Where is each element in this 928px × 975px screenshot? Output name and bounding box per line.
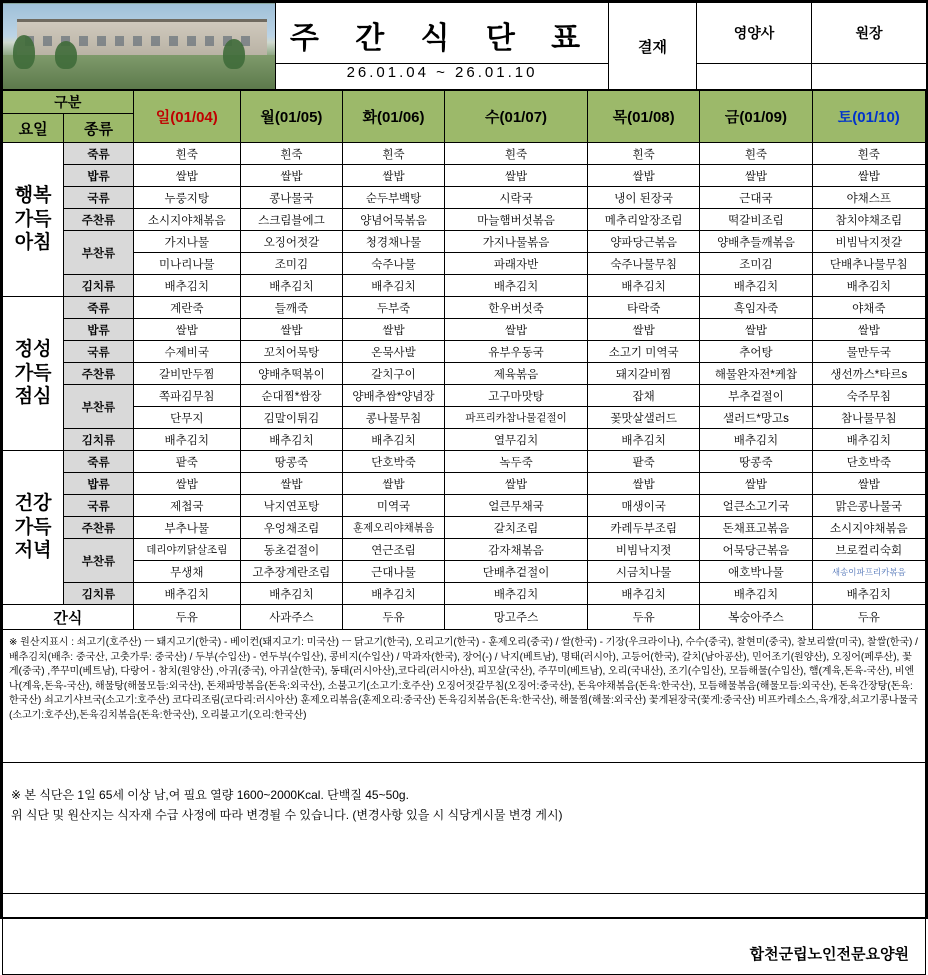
menu-cell: 샐러드*망고s [700, 407, 812, 429]
menu-cell: 데리야끼닭살조림 [133, 539, 240, 561]
menu-cell: 마늘햄버섯볶음 [445, 209, 588, 231]
table-header-gubun [3, 91, 926, 114]
category-cell: 죽류 [64, 297, 133, 319]
table-row [3, 583, 926, 605]
menu-cell: 누룽지탕 [133, 187, 240, 209]
menu-cell: 쌀밥 [133, 473, 240, 495]
category-cell: 부찬류 [64, 231, 133, 275]
menu-cell: 청경채나물 [342, 231, 444, 253]
table-row [3, 495, 926, 517]
menu-cell: 배추김치 [240, 583, 342, 605]
menu-cell: 쌀밥 [700, 319, 812, 341]
menu-cell: 쌀밥 [588, 473, 700, 495]
menu-cell: 잡채 [588, 385, 700, 407]
table-row [3, 231, 926, 253]
menu-cell: 근대나물 [342, 561, 444, 583]
menu-cell: 부추나물 [133, 517, 240, 539]
menu-cell: 맑은콩나물국 [812, 495, 925, 517]
category-cell: 밥류 [64, 319, 133, 341]
menu-cell: 꼬치어묵탕 [240, 341, 342, 363]
menu-cell: 제육볶음 [445, 363, 588, 385]
menu-cell: 흰죽 [812, 143, 925, 165]
menu-cell: 꽃맛살샐러드 [588, 407, 700, 429]
menu-cell: 온묵사발 [342, 341, 444, 363]
snack-cell: 망고주스 [445, 605, 588, 630]
menu-cell: 새송이파프리카볶음 [812, 561, 925, 583]
menu-cell: 배추김치 [700, 583, 812, 605]
menu-cell: 우엉채조림 [240, 517, 342, 539]
menu-table [2, 90, 926, 975]
menu-cell: 흰죽 [133, 143, 240, 165]
menu-cell: 소시지야채볶음 [812, 517, 925, 539]
menu-cell: 떡갈비조림 [700, 209, 812, 231]
footer-row [3, 894, 926, 975]
menu-cell: 근대국 [700, 187, 812, 209]
category-cell: 밥류 [64, 473, 133, 495]
menu-cell: 연근조림 [342, 539, 444, 561]
menu-cell: 양배추쌈*양념장 [342, 385, 444, 407]
menu-cell: 땅콩죽 [700, 451, 812, 473]
snack-label: 간식 [3, 605, 134, 630]
approval-sign-nutritionist[interactable] [697, 64, 812, 90]
table-row [3, 429, 926, 451]
category-cell: 죽류 [64, 451, 133, 473]
menu-cell: 배추김치 [240, 275, 342, 297]
menu-cell: 시락국 [445, 187, 588, 209]
category-cell: 주찬류 [64, 209, 133, 231]
table-row [3, 253, 926, 275]
menu-cell: 얼큰무채국 [445, 495, 588, 517]
snack-cell: 두유 [342, 605, 444, 630]
meal-name-line: 저녁 [14, 540, 52, 562]
menu-cell: 배추김치 [700, 275, 812, 297]
meal-name-line: 행복 [14, 184, 52, 206]
menu-cell: 소고기 미역국 [588, 341, 700, 363]
menu-cell: 쌀밥 [445, 165, 588, 187]
menu-cell: 배추김치 [812, 583, 925, 605]
menu-cell: 낙지연포탕 [240, 495, 342, 517]
menu-cell: 양파당근볶음 [588, 231, 700, 253]
snack-cell: 사과주스 [240, 605, 342, 630]
menu-cell: 계란죽 [133, 297, 240, 319]
table-row [3, 143, 926, 165]
table-row [3, 319, 926, 341]
menu-cell: 스크림블에그 [240, 209, 342, 231]
category-cell: 국류 [64, 341, 133, 363]
menu-cell: 쌀밥 [342, 165, 444, 187]
menu-cell: 배추김치 [700, 429, 812, 451]
menu-cell: 추어탕 [700, 341, 812, 363]
menu-cell: 파래자반 [445, 253, 588, 275]
menu-cell: 갈치구이 [342, 363, 444, 385]
menu-cell: 들깨죽 [240, 297, 342, 319]
menu-cell: 배추김치 [588, 429, 700, 451]
menu-cell: 단배추겉절이 [445, 561, 588, 583]
category-cell: 죽류 [64, 143, 133, 165]
menu-cell: 쌀밥 [812, 319, 925, 341]
menu-cell: 생선까스*타르s [812, 363, 925, 385]
menu-cell: 얼큰소고기국 [700, 495, 812, 517]
origin-row [3, 630, 926, 763]
menu-cell: 배추김치 [240, 429, 342, 451]
page-title: 주 간 식 단 표 [276, 3, 609, 64]
menu-cell: 비빔낙지젓갈 [812, 231, 925, 253]
menu-cell: 열무김치 [445, 429, 588, 451]
meal-name-dinner [3, 451, 64, 605]
category-cell: 밥류 [64, 165, 133, 187]
menu-cell: 숙주나물 [342, 253, 444, 275]
menu-period: 26.01.04 ~ 26.01.10 [276, 64, 609, 90]
menu-cell: 배추김치 [342, 583, 444, 605]
tree-icon [13, 35, 35, 69]
menu-cell: 배추김치 [445, 583, 588, 605]
menu-cell: 순대찜*쌈장 [240, 385, 342, 407]
menu-cell: 유부우동국 [445, 341, 588, 363]
menu-cell: 미나리나물 [133, 253, 240, 275]
menu-cell: 가지나물 [133, 231, 240, 253]
menu-cell: 쌀밥 [588, 319, 700, 341]
menu-cell: 갈치조림 [445, 517, 588, 539]
menu-cell: 소시지야채볶음 [133, 209, 240, 231]
menu-cell: 두부죽 [342, 297, 444, 319]
table-row [3, 341, 926, 363]
menu-cell: 배추김치 [133, 583, 240, 605]
category-cell: 국류 [64, 187, 133, 209]
table-row [3, 539, 926, 561]
day-header-tue: 화(01/06) [342, 91, 444, 143]
day-header-fri: 금(01/09) [700, 91, 812, 143]
menu-cell: 쌀밥 [240, 473, 342, 495]
menu-cell: 매생이국 [588, 495, 700, 517]
menu-cell: 흰죽 [700, 143, 812, 165]
menu-cell: 쌀밥 [812, 165, 925, 187]
menu-cell: 메추리알장조림 [588, 209, 700, 231]
approval-label: 결재 [609, 3, 697, 90]
menu-cell: 타락죽 [588, 297, 700, 319]
menu-cell: 부추겉절이 [700, 385, 812, 407]
meal-name-breakfast [3, 143, 64, 297]
menu-cell: 숙주나물무침 [588, 253, 700, 275]
menu-cell: 어묵당근볶음 [700, 539, 812, 561]
origin-note: ※ 원산지표시 : 쇠고기(호주산) ㅡ 돼지고기(한국) - 베이컨(돼지고기: 미국산) ㅡ 닭고기(한국), 오리고기(한국) - 훈제오리(중국) / 쌀(한국) - 기장(우크라이나), 수수(중국), 찰현미(중국), 찰보리쌀(미국), 찰쌀(한국) / 배추김치(배추: 중국산, 고춧가루: 중국산) / 두부(수입산) - 연두부(수입산), 콩비지(수입산) / 막과자(한국), 장어(-) / 낙지(베트남), 명태(러시아), 고등어(한국), 갈치(남아공산), 민어조기(원양산), 오징어(페루산), 꽃게(중국) ,쭈꾸미(베트남), 다랑어 - 참치(원양산) ,아귀(중국), 아귀살(한국), 동태(러시아산),코다리(러시아산), 피꼬살(국산), 주꾸미(베트남), 오리(국내산), 조기(수입산), 모듬해물(수입산), 햄(계육,돈육-국산), 비엔나(계육,돈육-국산), 해물탕(해물모듬:외국산), 돈채파망볶음(돈육:외국산), 소불고기(소고기:호주산) 오징어젓갈무침(오징어:중국산), 돈육야채볶음(돈육:한국산), 모듬해물볶음(해물모듬:외국산), 돈육간장탕(돈육:한국산) 쇠고기샤브국(소고기:호주산) 코다리조림(코다리:러시아산) 훈제오리볶음(훈제오리:중국산) 돈육김치볶음(돈육:한국산), 해물찜(해물:외국산) 꽃게된장국(꽃게:중국산) 비프카레소스,육개장,쇠고기콩나물국(소고기:호주산),돈육김치볶음(돈육:한국산), 오리불고기(오리:한국산) [3, 630, 926, 763]
menu-cell: 파프리카참나물겉절이 [445, 407, 588, 429]
menu-cell: 쌀밥 [342, 473, 444, 495]
menu-cell: 배추김치 [588, 583, 700, 605]
menu-cell: 양배추떡볶이 [240, 363, 342, 385]
menu-cell: 물만두국 [812, 341, 925, 363]
menu-cell: 해물완자전*케찹 [700, 363, 812, 385]
menu-cell: 야채죽 [812, 297, 925, 319]
note-line-2: 위 식단 및 원산지는 식자재 수급 사정에 따라 변경될 수 있습니다. (변경사항 있을 시 식당게시물 변경 게시) [11, 808, 563, 823]
notes-row [3, 763, 926, 894]
menu-cell: 단호박죽 [812, 451, 925, 473]
menu-cell: 카레두부조림 [588, 517, 700, 539]
menu-cell: 흰죽 [240, 143, 342, 165]
table-row [3, 187, 926, 209]
menu-cell: 돼지갈비찜 [588, 363, 700, 385]
menu-cell: 비빔낙지젓 [588, 539, 700, 561]
notes-block [3, 763, 926, 894]
yoil-label: 요일 [3, 114, 64, 143]
day-header-sun: 일(01/04) [133, 91, 240, 143]
snack-cell: 두유 [588, 605, 700, 630]
menu-cell: 갈비만두찜 [133, 363, 240, 385]
menu-cell: 쌀밥 [240, 319, 342, 341]
tree-icon [223, 39, 245, 69]
menu-cell: 양배추들깨볶음 [700, 231, 812, 253]
meal-name-line: 가득 [14, 208, 52, 230]
category-cell: 김치류 [64, 275, 133, 297]
category-cell: 김치류 [64, 583, 133, 605]
gubun-label: 구분 [3, 91, 134, 114]
day-header-mon: 월(01/05) [240, 91, 342, 143]
menu-cell: 고구마맛탕 [445, 385, 588, 407]
menu-cell: 배추김치 [133, 275, 240, 297]
table-row [3, 473, 926, 495]
menu-cell: 오징어젓갈 [240, 231, 342, 253]
meal-name-line: 가득 [14, 362, 52, 384]
menu-cell: 훈제오리야채볶음 [342, 517, 444, 539]
table-row [3, 363, 926, 385]
menu-cell: 배추김치 [812, 429, 925, 451]
table-row [3, 561, 926, 583]
menu-cell: 냉이 된장국 [588, 187, 700, 209]
meal-name-line: 아침 [14, 232, 52, 254]
menu-cell: 배추김치 [342, 275, 444, 297]
facility-photo [3, 3, 276, 90]
menu-cell: 배추김치 [133, 429, 240, 451]
menu-cell: 팥죽 [133, 451, 240, 473]
menu-cell: 쌀밥 [445, 319, 588, 341]
menu-cell: 흑임자죽 [700, 297, 812, 319]
menu-cell: 단배추나물무침 [812, 253, 925, 275]
menu-cell: 순두부백탕 [342, 187, 444, 209]
jongryu-label: 종류 [64, 114, 133, 143]
category-cell: 주찬류 [64, 363, 133, 385]
meal-name-line: 가득 [14, 516, 52, 538]
category-cell: 주찬류 [64, 517, 133, 539]
meal-name-line: 정성 [14, 338, 52, 360]
category-cell: 국류 [64, 495, 133, 517]
day-header-wed: 수(01/07) [445, 91, 588, 143]
table-row [3, 451, 926, 473]
facility-name: 합천군립노인전문요양원 [3, 894, 926, 975]
menu-cell: 한우버섯죽 [445, 297, 588, 319]
menu-cell: 애호박나물 [700, 561, 812, 583]
menu-cell: 제첩국 [133, 495, 240, 517]
approval-col-director: 원장 [812, 3, 927, 64]
menu-cell: 수제비국 [133, 341, 240, 363]
menu-cell: 쌀밥 [445, 473, 588, 495]
category-cell: 부찬류 [64, 539, 133, 583]
menu-cell: 쌀밥 [342, 319, 444, 341]
document-header [2, 2, 927, 90]
menu-cell: 배추김치 [812, 275, 925, 297]
table-row [3, 165, 926, 187]
menu-cell: 흰죽 [445, 143, 588, 165]
table-row [3, 407, 926, 429]
menu-cell: 배추김치 [445, 275, 588, 297]
menu-cell: 김말이튀김 [240, 407, 342, 429]
snack-cell: 두유 [133, 605, 240, 630]
table-row [3, 517, 926, 539]
menu-cell: 쪽파김무침 [133, 385, 240, 407]
menu-cell: 시금치나물 [588, 561, 700, 583]
menu-cell: 쌀밥 [240, 165, 342, 187]
table-row [3, 297, 926, 319]
menu-cell: 흰죽 [342, 143, 444, 165]
menu-cell: 동초겉절이 [240, 539, 342, 561]
menu-cell: 야채스프 [812, 187, 925, 209]
snack-cell: 복숭아주스 [700, 605, 812, 630]
menu-cell: 단무지 [133, 407, 240, 429]
menu-cell: 참나물무침 [812, 407, 925, 429]
menu-cell: 미역국 [342, 495, 444, 517]
menu-cell: 양념어묵볶음 [342, 209, 444, 231]
snack-row [3, 605, 926, 630]
approval-col-nutritionist: 영양사 [697, 3, 812, 64]
menu-cell: 감자채볶음 [445, 539, 588, 561]
menu-cell: 조미김 [240, 253, 342, 275]
tree-icon [55, 41, 77, 69]
day-header-thu: 목(01/08) [588, 91, 700, 143]
menu-cell: 흰죽 [588, 143, 700, 165]
menu-cell: 녹두죽 [445, 451, 588, 473]
menu-cell: 가지나물볶음 [445, 231, 588, 253]
menu-cell: 단호박죽 [342, 451, 444, 473]
menu-cell: 쌀밥 [133, 165, 240, 187]
table-row [3, 275, 926, 297]
menu-cell: 무생채 [133, 561, 240, 583]
menu-cell: 고추장계란조림 [240, 561, 342, 583]
day-header-sat: 토(01/10) [812, 91, 925, 143]
table-row [3, 209, 926, 231]
menu-cell: 돈채표고볶음 [700, 517, 812, 539]
menu-cell: 콩나물무침 [342, 407, 444, 429]
table-row [3, 385, 926, 407]
menu-cell: 참치야채조림 [812, 209, 925, 231]
approval-sign-director[interactable] [812, 64, 927, 90]
menu-cell: 브로컬리숙회 [812, 539, 925, 561]
menu-cell: 쌀밥 [700, 165, 812, 187]
category-cell: 김치류 [64, 429, 133, 451]
menu-cell: 쌀밥 [133, 319, 240, 341]
menu-cell: 콩나물국 [240, 187, 342, 209]
category-cell: 부찬류 [64, 385, 133, 429]
note-line-1: ※ 본 식단은 1일 65세 이상 남,여 필요 열량 1600~2000Kcal. 단백질 45~50g. [11, 788, 409, 802]
snack-cell: 두유 [812, 605, 925, 630]
menu-cell: 땅콩죽 [240, 451, 342, 473]
menu-cell: 팥죽 [588, 451, 700, 473]
menu-cell: 배추김치 [342, 429, 444, 451]
menu-cell: 조미김 [700, 253, 812, 275]
meal-name-lunch [3, 297, 64, 451]
menu-cell: 쌀밥 [812, 473, 925, 495]
meal-name-line: 점심 [14, 386, 52, 408]
menu-cell: 숙주무침 [812, 385, 925, 407]
menu-cell: 배추김치 [588, 275, 700, 297]
menu-cell: 쌀밥 [700, 473, 812, 495]
meal-name-line: 건강 [14, 492, 52, 514]
menu-cell: 쌀밥 [588, 165, 700, 187]
